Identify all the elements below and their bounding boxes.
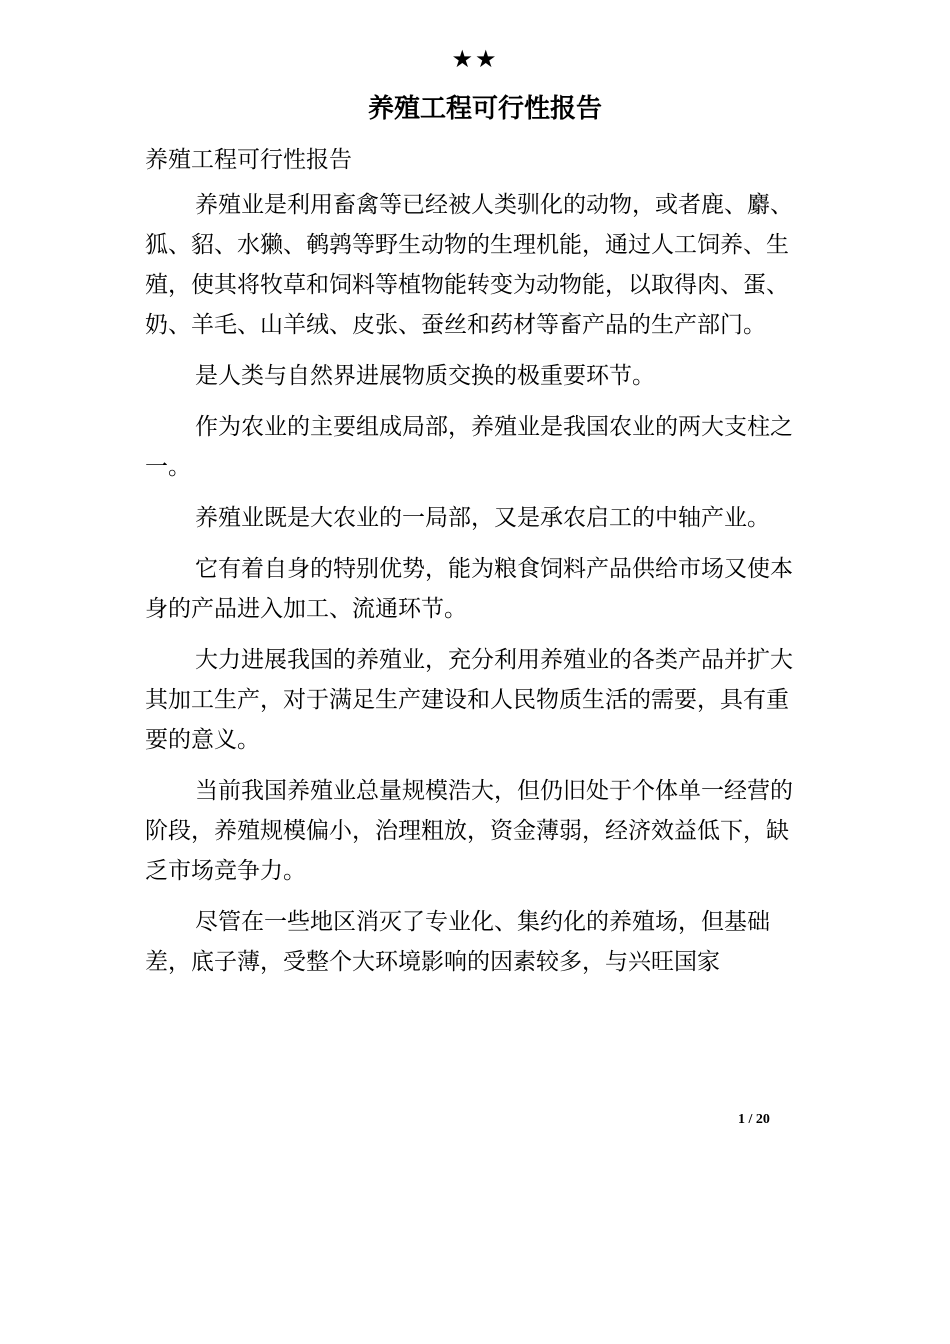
body-lead-line: 养殖工程可行性报告	[145, 147, 352, 173]
document-body	[145, 140, 810, 993]
paragraph: 是人类与自然界进展物质交换的极重要环节。	[195, 363, 655, 389]
paragraph: 作为农业的主要组成局部，养殖业是我国农业的两大支柱之一。	[145, 414, 793, 480]
page-number: 1 / 20	[738, 1112, 770, 1127]
paragraph: 它有着自身的特别优势，能为粮食饲料产品供给市场又使本身的产品进入加工、流通环节。	[145, 556, 793, 622]
header-stars: ★★	[451, 45, 499, 73]
paragraph: 养殖业既是大农业的一局部，又是承农启工的中轴产业。	[195, 505, 770, 531]
document-title: 养殖工程可行性报告	[367, 94, 602, 124]
paragraph: 养殖业是利用畜禽等已经被人类驯化的动物，或者鹿、麝、狐、貂、水獭、鹌鹑等野生动物的生理机能，通过人工饲养、生殖，使其将牧草和饲料等植物能转变为动物能，以取得肉、蛋、奶、羊毛、山羊绒、皮张、蚕丝和药材等畜产品的生产部门。	[145, 192, 793, 338]
paragraph: 当前我国养殖业总量规模浩大，但仍旧处于个体单一经营的阶段，养殖规模偏小，治理粗放，资金薄弱，经济效益低下，缺乏市场竞争力。	[145, 778, 793, 884]
paragraph: 大力进展我国的养殖业，充分利用养殖业的各类产品并扩大其加工生产，对于满足生产建设和人民物质生活的需要，具有重要的意义。	[145, 647, 793, 753]
paragraph: 尽管在一些地区消灭了专业化、集约化的养殖场，但基础差，底子薄，受整个大环境影响的因素较多，与兴旺国家	[145, 909, 770, 975]
